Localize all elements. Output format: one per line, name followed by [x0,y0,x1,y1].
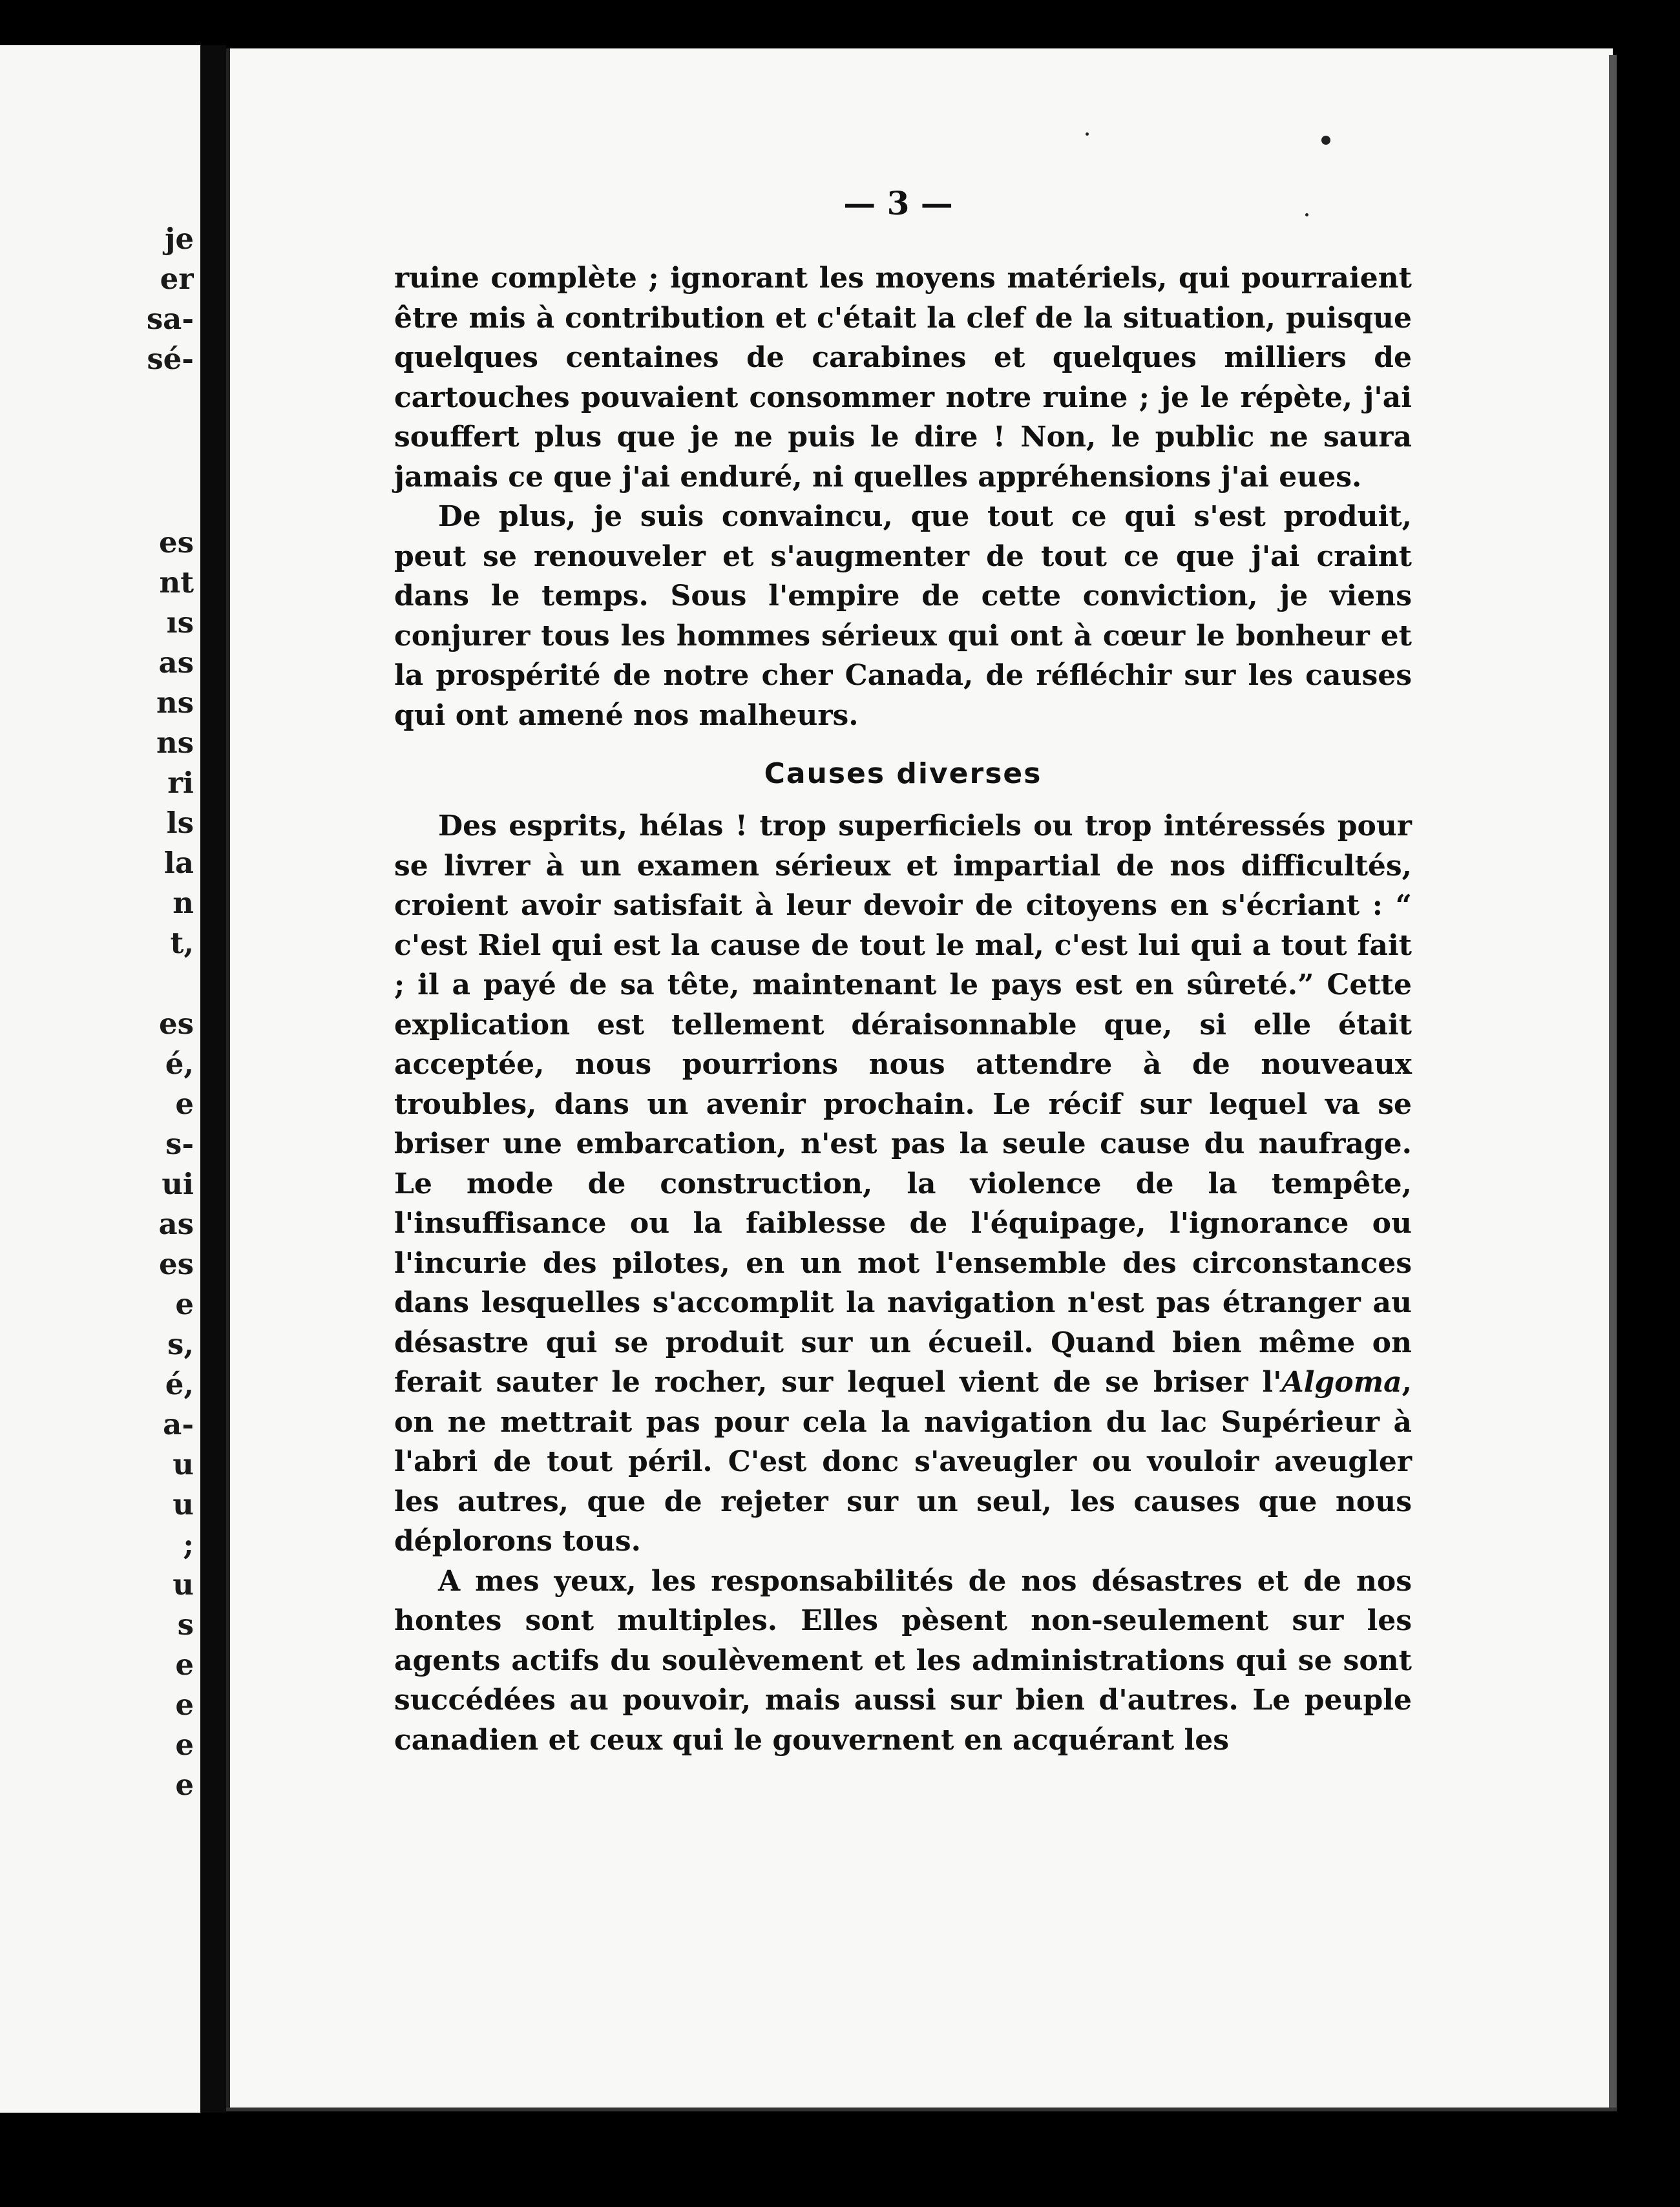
ink-speck [1305,213,1308,216]
left-page-line-fragment: nt [159,567,194,599]
page-number: — 3 — [843,184,953,222]
paragraph-3 [394,806,1412,1562]
book-gutter [200,45,226,2113]
paragraph-4: A mes yeux, les responsabilités de nos désastres et de nos hontes sont multiples. Elles pèsent non-seulement sur les agents actifs du soulèvement et les administrations qui se sont succédées au pouvoir, mais aussi sur bien d'autres. Le peuple canadien et ceux qui le gouvernent en acquérant les [394,1564,1412,1757]
left-page-line-fragment: e [175,1689,194,1721]
left-page-line-fragment: la [163,847,194,879]
left-page-line-fragment: sa- [146,303,194,335]
left-page-line-fragment: er [160,263,194,295]
previous-page-fragment [0,45,200,2113]
page-edge-shadow [1609,55,1617,2109]
paragraph-2: De plus, je suis convaincu, que tout ce qui s'est produit, peut se renouveler et s'augmenter de tout ce que j'ai craint dans le temps. Sous l'empire de cette conviction, je viens conjurer tous les hommes sérieux qui ont à cœur le bonheur et la prospérité de notre cher Canada, de réfléchir sur les causes qui ont amené nos malheurs. [394,500,1412,732]
left-page-line-fragment: ri [167,767,194,799]
left-page-line-fragment: ns [156,687,194,719]
left-page-line-fragment: u [173,1489,194,1521]
left-page-line-fragment: ls [166,807,194,839]
left-page-line-fragment: e [175,1088,194,1120]
page-body [394,258,1412,1760]
left-page-line-fragment: es [159,1248,194,1281]
left-page-line-fragment: ıs [166,607,194,639]
left-page-line-fragment: a- [163,1408,194,1441]
left-page-line-fragment: e [175,1649,194,1681]
paragraph-3-text-b: , on ne mettrait pas pour cela la navigation du lac Supérieur à l'abri de tout péril. C'est donc s'aveugler ou vouloir aveugler les autres, que de rejeter sur un seul, les causes que nous déplorons tous. [394,1366,1412,1558]
section-heading: Causes diverses [764,757,1042,790]
left-page-line-fragment: s- [165,1128,194,1160]
left-page-line-fragment: s [177,1609,194,1641]
previous-page-text-fragments [0,45,200,2113]
left-page-line-fragment: e [175,1769,194,1801]
left-page-line-fragment: as [158,647,194,679]
left-page-line-fragment: es [159,527,194,559]
ink-speck [1086,132,1089,136]
left-page-line-fragment: ui [162,1168,194,1200]
left-page-line-fragment: ; [183,1529,194,1561]
left-page-line-fragment: as [158,1208,194,1240]
paragraph-1: ruine complète ; ignorant les moyens matériels, qui pourraient être mis à contribution et c'était la clef de la situation, puisque quelques centaines de carabines et quelques milliers de cartouches pouvaient consommer notre ruine ; je le répète, j'ai souffert plus que je ne puis le dire ! Non, le public ne saura jamais ce que j'ai enduré, ni quelles appréhensions j'ai eues. [394,262,1412,494]
left-page-line-fragment: t, [170,927,194,959]
paragraph-3-text-a: Des esprits, hélas ! trop superficiels ou trop intéressés pour se livrer à un examen sérieux et impartial de nos difficultés, croient avoir satisfait à leur devoir de citoyens en s'écriant : “ c'est Riel qui est la cause de tout le mal, c'est lui qui a tout fait ; il a payé de sa tête, maintenant le pays est en sûreté.” Cette explication est tellement déraisonnable que, si elle était acceptée, nous pourrions nous attendre à de nouveaux troubles, dans un avenir prochain. Le récif sur lequel va se briser une embarcation, n'est pas la seule cause du naufrage. Le mode de construction, la violence de la tempête, l'insuffisance ou la faiblesse de l'équipage, l'ignorance ou l'incurie des pilotes, en un mot l'ensemble des circonstances dans lesquelles s'accomplit la navigation n'est pas étranger au désastre qui se produit sur un écueil. Quand bien même on ferait sauter le rocher, sur lequel vient de se briser l' [394,810,1412,1399]
left-page-line-fragment: s, [167,1328,194,1361]
ship-name: Algoma [1281,1366,1402,1399]
left-page-line-fragment: e [175,1288,194,1321]
left-page-line-fragment: n [173,887,194,919]
ink-speck [1321,136,1330,145]
left-page-line-fragment: es [159,1008,194,1040]
left-page-line-fragment: é, [165,1048,194,1080]
left-page-line-fragment: ns [156,727,194,759]
left-page-line-fragment: sé- [147,343,194,375]
left-page-line-fragment: é, [165,1368,194,1401]
left-page-line-fragment: e [175,1729,194,1761]
left-page-line-fragment: u [173,1449,194,1481]
page-bottom-edge [226,2108,1617,2111]
left-page-line-fragment: u [173,1569,194,1601]
left-page-line-fragment: je [165,223,194,255]
